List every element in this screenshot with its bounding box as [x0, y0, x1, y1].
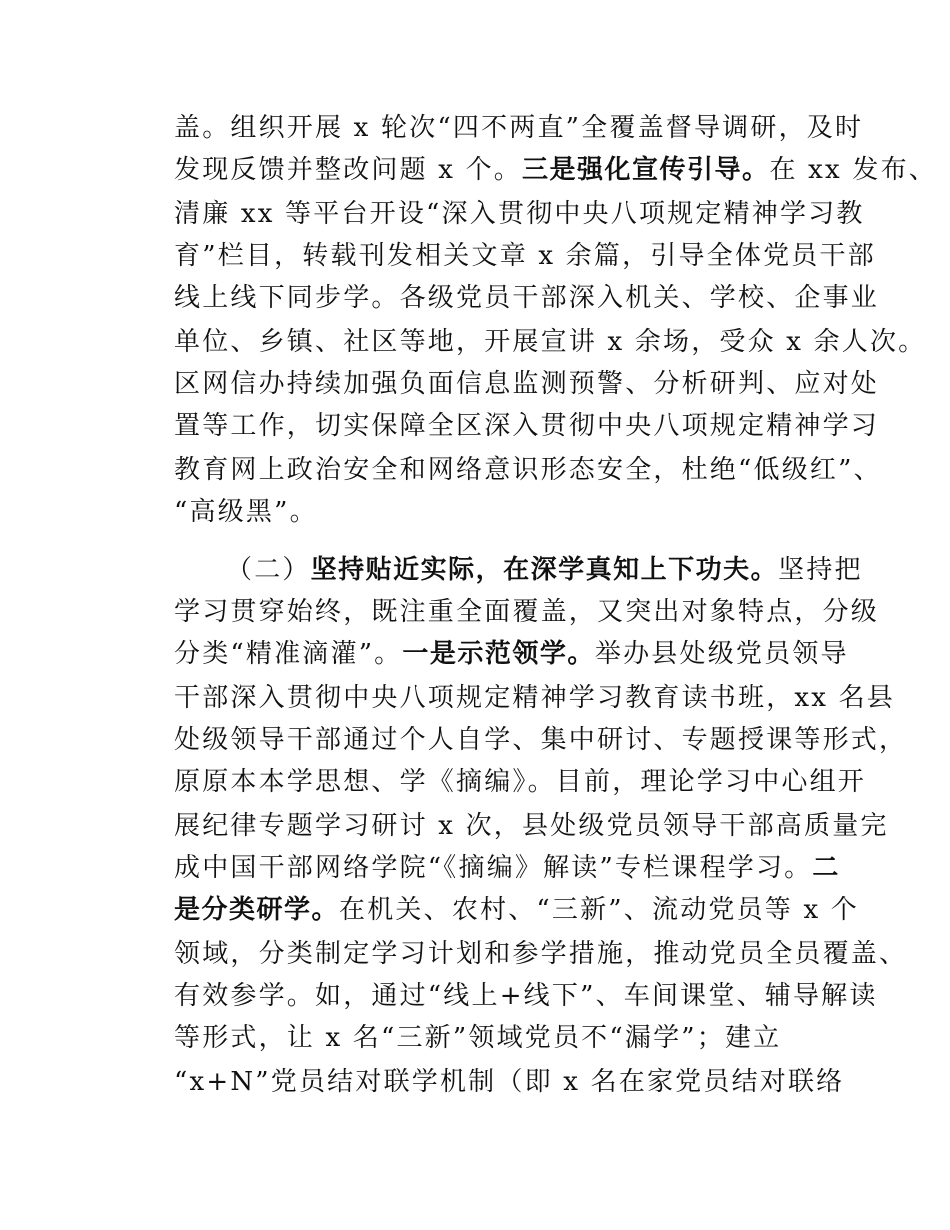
text-run: 教育网上政治安全和网络意识形态安全，杜绝“低级红”、	[174, 455, 882, 485]
text-run: 育”栏目，转载刊发相关文章 x 余篇，引导全体党员干部	[174, 241, 876, 271]
text-run: “高级黑”。	[174, 497, 318, 527]
text-line	[174, 150, 937, 190]
text-run: “x+N”党员结对联学机制（即 x 名在家党员结对联络	[174, 1067, 845, 1097]
text-run: 有效参学。如，通过“线上+线下”、车间课堂、辅导解读	[174, 981, 878, 1011]
text-line	[174, 762, 866, 802]
bold-heading-run: 三是强化宣传引导。	[522, 155, 770, 185]
text-line	[174, 236, 876, 276]
text-run: 清廉 xx 等平台开设“深入贯彻中央八项规定精神学习教	[174, 199, 865, 229]
text-line	[174, 1062, 844, 1102]
text-line	[174, 194, 865, 234]
text-line	[174, 406, 879, 446]
text-run: 处级领导干部通过个人自学、集中研讨、专题授课等形式，	[174, 725, 908, 755]
text-line	[174, 848, 840, 888]
bold-heading-run: 坚持贴近实际，在深学真知上下功夫。	[310, 555, 779, 585]
text-run: 展纪律专题学习研讨 x 次，县处级党员领导干部高质量完	[174, 811, 889, 841]
text-line	[174, 890, 859, 930]
text-run: 区网信办持续加强负面信息监测预警、分析研判、应对处	[174, 369, 880, 399]
text-run: 分类“精准滴灌”。	[174, 639, 403, 669]
bold-heading-run: 一是示范领学。	[402, 639, 595, 669]
text-line	[174, 592, 879, 632]
text-run: 领域，分类制定学习计划和参学措施，推动党员全员覆盖、	[174, 939, 908, 969]
text-line	[174, 492, 318, 532]
text-run: 盖。组织开展 x 轮次“四不两直”全覆盖督导调研，及时	[174, 113, 864, 143]
text-run: 干部深入贯彻中央八项规定精神学习教育读书班，xx 名县	[174, 683, 895, 713]
text-run: 坚持把	[778, 555, 863, 585]
text-run: 发现反馈并整改问题 x 个。	[174, 155, 522, 185]
text-run: 线上线下同步学。各级党员干部深入机关、学校、企事业	[174, 283, 880, 313]
text-run: 在机关、农村、“三新”、流动党员等 x 个	[339, 895, 859, 925]
text-line	[226, 550, 863, 590]
text-line	[174, 976, 878, 1016]
text-line	[174, 450, 882, 490]
text-run: 举办县处级党员领导	[594, 639, 849, 669]
text-run: 原原本本学思想、学《摘编》。目前，理论学习中心组开	[174, 767, 867, 797]
text-line	[174, 806, 889, 846]
text-run: 等形式，让 x 名“三新”领域党员不“漏学”；建立	[174, 1023, 782, 1053]
text-run: 在 xx 发布、	[769, 155, 937, 185]
text-line	[174, 1018, 781, 1058]
text-line	[174, 934, 907, 974]
text-line	[174, 108, 863, 148]
text-run: 单位、乡镇、社区等地，开展宣讲 x 余场，受众 x 余人次。	[174, 327, 927, 357]
bold-heading-run: 是分类研学。	[174, 895, 340, 925]
text-line	[174, 720, 907, 760]
text-run: 成中国干部网络学院“《摘编》解读”专栏课程学习。	[174, 853, 813, 883]
text-line	[174, 364, 879, 404]
text-run: 置等工作，切实保障全区深入贯彻中央八项规定精神学习	[174, 411, 880, 441]
text-line	[174, 678, 895, 718]
bold-heading-run: 二	[812, 853, 840, 883]
text-line	[174, 322, 926, 362]
text-line	[174, 278, 879, 318]
text-run: （二）	[226, 555, 311, 585]
text-line	[174, 634, 849, 674]
text-run: 学习贯穿始终，既注重全面覆盖，又突出对象特点，分级	[174, 597, 880, 627]
